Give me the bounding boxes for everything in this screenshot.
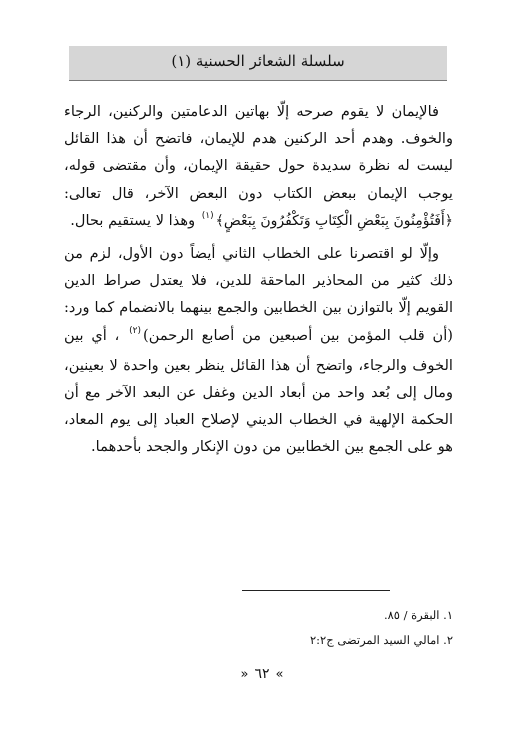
paragraph-2-text: وإلّا لو اقتصرنا على الخطاب الثاني أيضاً دون الأول، لزم من ذلك كثير من المحاذير الماحقة للدين، فلا يعتدل صراط الدين القويم إلّا بالتوازن بين الخطابين والجمع بينهما بالانضمام كما ورد: (أن قلب المؤمن بين أصبعين من أصابع الرحمن)	[64, 245, 453, 344]
header-title: سلسلة الشعائر الحسنية (١)	[171, 52, 345, 70]
running-header	[69, 46, 447, 81]
paragraph-2-tail: ، أي بين الخوف والرجاء، واتضح أن هذا القائل ينظر بعين واحدة لا بعينين، ومال إلى بُعد واحد من أبعاد الدين وغفل عن البعد الآخر مع أن الحكمة الإلهية في الخطاب الديني لإصلاح العباد إلى يوم المعاد، هو على الجمع بين الخطابين من دون الإنكار والجحد بأحدهما.	[64, 326, 453, 456]
paragraph-1-tail: وهذا لا يستقيم بحال.	[70, 211, 200, 229]
paragraph-1-text: فالإيمان لا يقوم صرحه إلّا بهاتين الدعامتين والركنين، الرجاء والخوف. وهدم أحد الركنين هدم للإيمان، فاتضح أن هذا القائل ليست له نظرة سديدة حول حقيقة الإيمان، وأن مقتضى قوله، يوجب الإيمان ببعض الكتاب دون البعض الآخر، قال تعالى:	[64, 103, 453, 202]
footnote-divider	[242, 590, 390, 591]
paragraph-2	[64, 240, 453, 461]
footnote-1: ١. البقرة / ٨٥.	[383, 608, 453, 622]
main-text	[64, 98, 453, 461]
paragraph-1	[64, 98, 453, 237]
footnote-ref-1: (١)	[201, 210, 214, 221]
quran-verse: ﴿أَفَتُؤْمِنُونَ بِبَعْضِ الْكِتَابِ وَتَكْفُرُونَ بِبَعْضٍ﴾	[215, 212, 453, 229]
page-number-ornament-right: »	[275, 667, 284, 682]
page-number-ornament-left: «	[240, 667, 249, 682]
footnotes	[64, 603, 453, 653]
page-number	[0, 666, 524, 682]
footnote-2: ٢. امالي السيد المرتضى ج٢:٢	[310, 633, 453, 647]
footnote-ref-2: (٢)	[129, 325, 142, 336]
page-number-value: ٦٢	[254, 666, 270, 682]
